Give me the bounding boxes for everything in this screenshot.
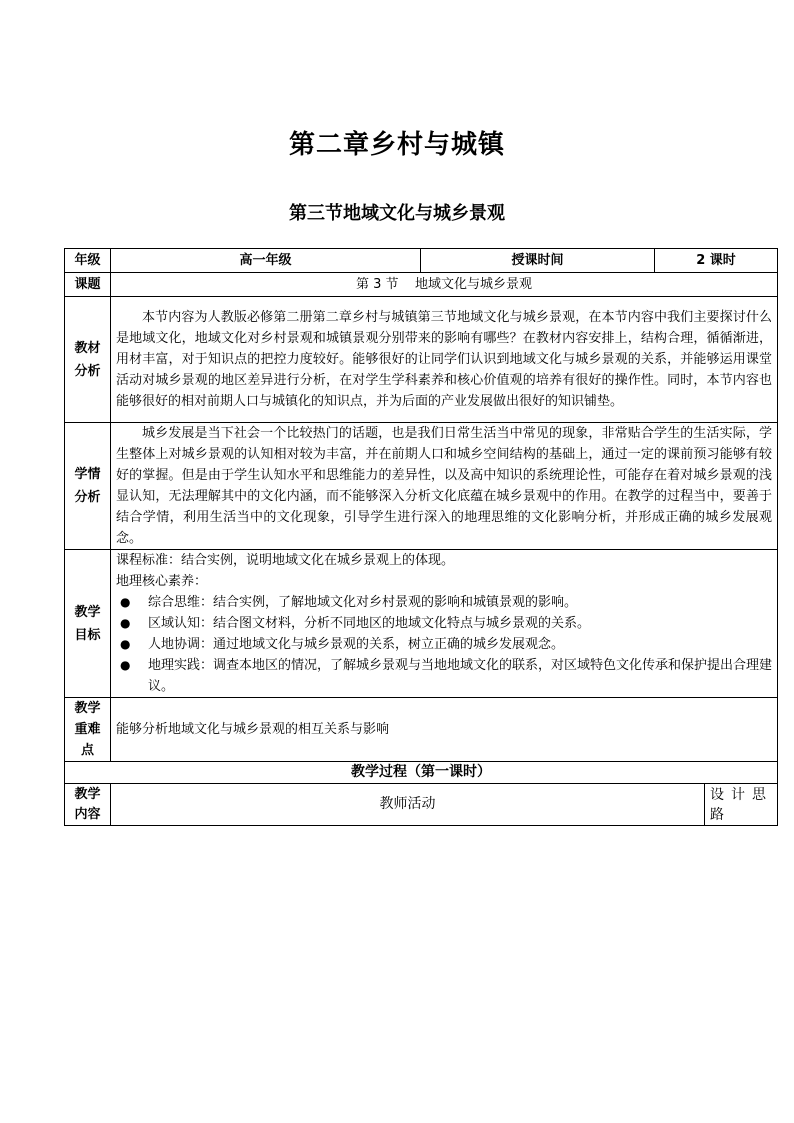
process-header-row bbox=[65, 762, 778, 784]
topic-value: 第 3 节 地域文化与城乡景观 bbox=[111, 273, 778, 297]
textbook-analysis-text: 本节内容为人教版必修第二册第二章乡村与城镇第三节地域文化与城乡景观，在本节内容中我们主要探讨什么是地域文化，地域文化对乡村景观和城镇景观分别带来的影响有哪些？在教材内容安排上，结构合理，循循渐进，用材丰富，对于知识点的把控力度较好。能够很好的让同学们认识到地域文化与城乡景观的关系，并能够运用课堂活动对城乡景观的地区差异进行分析，在对学生学科素养和核心价值观的培养有很好的操作性。同时，本节内容也能够很好的相对前期人口与城镇化的知识点，并为后面的产业发展做出很好的知识铺垫。 bbox=[111, 297, 778, 423]
bullet-icon: ● bbox=[120, 595, 131, 609]
info-row bbox=[65, 249, 778, 273]
lesson-plan-table bbox=[64, 248, 778, 826]
bullet-icon: ● bbox=[120, 616, 131, 630]
list-item: ● 区域认知：结合图文材料，分析不同地区的地域文化特点与城乡景观的关系。 bbox=[116, 613, 772, 634]
design-idea-header: 设计思路 bbox=[705, 784, 778, 826]
textbook-analysis-label: 教材 分析 bbox=[65, 297, 111, 423]
teacher-activity-header: 教师活动 bbox=[111, 784, 705, 826]
bullet-icon: ● bbox=[120, 658, 131, 672]
key-points-row bbox=[65, 698, 778, 762]
grade-label: 年级 bbox=[65, 249, 111, 273]
student-analysis-text: 城乡发展是当下社会一个比较热门的话题，也是我们日常生活当中常见的现象，非常贴合学生的生活实际，学生整体上对城乡景观的认知相对较为丰富，并在前期人口和城乡空间结构的基础上，通过一定的课前预习能够有较好的掌握。但是由于学生认知水平和思维能力的差异性，以及高中知识的系统理论性，可能存在着对城乡景观的浅显认知，无法理解其中的文化内涵，而不能够深入分析文化底蕴在城乡景观中的作用。在教学的过程当中，要善于结合学情，利用生活当中的文化现象，引导学生进行深入的地理思维的文化影响分析，并形成正确的城乡发展观念。 bbox=[111, 423, 778, 550]
time-label: 授课时间 bbox=[421, 249, 655, 273]
time-value: 2 课时 bbox=[655, 249, 778, 273]
topic-label: 课题 bbox=[65, 273, 111, 297]
student-analysis-label: 学情 分析 bbox=[65, 423, 111, 550]
key-points-label: 教学 重难 点 bbox=[65, 698, 111, 762]
teaching-goals-content bbox=[111, 550, 778, 698]
chapter-title: 第二章乡村与城镇 bbox=[288, 130, 505, 160]
teaching-goals-label: 教学 目标 bbox=[65, 550, 111, 698]
core-literacy-title: 地理核心素养： bbox=[116, 574, 208, 589]
topic-row bbox=[65, 273, 778, 297]
teaching-goals-row bbox=[65, 550, 778, 698]
goal-list bbox=[116, 592, 772, 697]
list-item: ● 地理实践：调查本地区的情况，了解城乡景观与当地地域文化的联系，对区域特色文化传承和保护提出合理建议。 bbox=[116, 655, 772, 697]
list-item: ● 人地协调：通过地域文化与城乡景观的关系，树立正确的城乡发展观念。 bbox=[116, 634, 772, 655]
process-columns-row bbox=[65, 784, 778, 826]
section-title: 第三节地域文化与城乡景观 bbox=[289, 203, 505, 224]
key-points-text: 能够分析地域文化与城乡景观的相互关系与影响 bbox=[111, 698, 778, 762]
student-analysis-row bbox=[65, 423, 778, 550]
course-standard: 课程标准：结合实例，说明地域文化在城乡景观上的体现。 bbox=[116, 553, 455, 568]
list-item: ● 综合思维：结合实例，了解地域文化对乡村景观的影响和城镇景观的影响。 bbox=[116, 592, 772, 613]
teaching-content-label: 教学 内容 bbox=[65, 784, 111, 826]
bullet-icon: ● bbox=[120, 637, 131, 651]
textbook-analysis-row bbox=[65, 297, 778, 423]
grade-value: 高一年级 bbox=[111, 249, 421, 273]
process-header: 教学过程（第一课时） bbox=[65, 762, 778, 784]
